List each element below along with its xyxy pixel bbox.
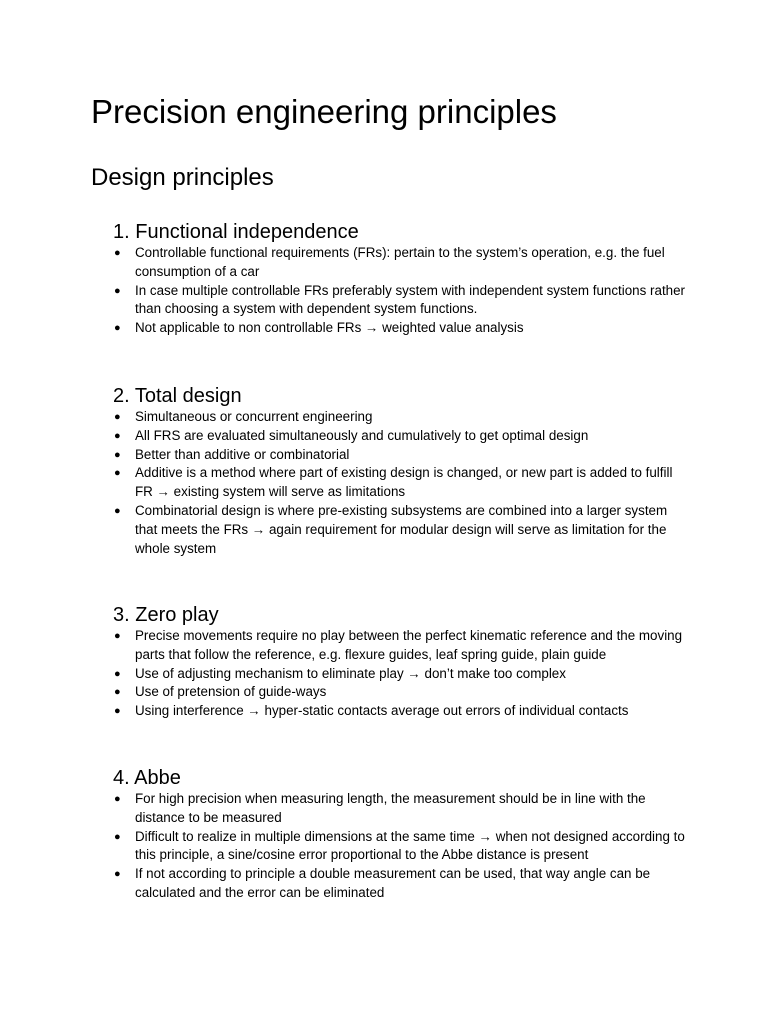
- bullet-icon: ●: [114, 411, 121, 423]
- bullet-icon: ●: [114, 448, 121, 461]
- bullet-icon: ●: [114, 322, 121, 335]
- bullet-icon: ●: [114, 504, 121, 517]
- bullet-icon: ●: [114, 247, 121, 259]
- list-item-text: For high precision when measuring length, the measurement should be in line with the distance to be measured: [135, 791, 646, 825]
- bullet-icon: ●: [114, 868, 121, 881]
- list-item-text: All FRS are evaluated simultaneously and cumulatively to get optimal design: [135, 427, 589, 443]
- section-abbe: [113, 766, 693, 903]
- list-item: [113, 319, 693, 338]
- bullet-list: [113, 408, 693, 558]
- list-item-text: Using interference → hyper-static contacts average out errors of individual contacts: [135, 703, 629, 719]
- list-item-text: Controllable functional requirements (FRs): pertain to the system’s operation, e.g. the fuel consumption of a car: [135, 245, 665, 279]
- list-item: [113, 865, 693, 903]
- section-total-design: [113, 384, 693, 558]
- bullet-icon: ●: [114, 793, 121, 805]
- bullet-icon: ●: [114, 630, 121, 642]
- list-item-text: Precise movements require no play between the perfect kinematic reference and the moving parts that follow the reference, e.g. flexure guides, leaf spring guide, plain guide: [135, 628, 683, 662]
- list-item-text: Combinatorial design is where pre-existing subsystems are combined into a larger system that meets the FRs → again requirement for modular design will serve as limitation for the whole system: [135, 502, 668, 556]
- list-item-text: In case multiple controllable FRs preferably system with independent system functions rather than choosing a system with dependent system functions.: [135, 282, 686, 317]
- list-item: [113, 282, 693, 320]
- list-item: [113, 665, 693, 684]
- section-heading: 3. Zero play: [113, 604, 219, 626]
- list-item: [113, 446, 693, 465]
- bullet-icon: ●: [114, 284, 121, 297]
- list-item: [113, 627, 693, 665]
- list-item-text: Simultaneous or concurrent engineering: [135, 409, 373, 424]
- list-item: [113, 427, 693, 446]
- list-item-text: If not according to principle a double measurement can be used, that way angle can be calculated and the error can be eliminated: [135, 866, 651, 900]
- bullet-icon: ●: [114, 686, 121, 699]
- list-item: [113, 502, 693, 558]
- list-item-text: Not applicable to non controllable FRs → weighted value analysis: [135, 320, 524, 336]
- section-zero-play: [113, 603, 693, 721]
- section-functional-independence: [113, 220, 693, 338]
- list-item: [113, 683, 693, 702]
- document-title: Precision engineering principles: [91, 93, 557, 130]
- section-heading: 4. Abbe: [113, 767, 181, 789]
- list-item: [113, 464, 693, 502]
- list-item: [113, 244, 693, 282]
- list-item: [113, 408, 693, 427]
- list-item: [113, 790, 693, 828]
- bullet-icon: ●: [114, 667, 121, 680]
- bullet-list: [113, 790, 693, 903]
- bullet-icon: ●: [114, 467, 121, 480]
- list-item-text: Use of pretension of guide-ways: [135, 684, 327, 700]
- list-item: [113, 828, 693, 866]
- bullet-icon: ●: [114, 830, 121, 843]
- document-subtitle: Design principles: [91, 164, 274, 191]
- bullet-icon: ●: [114, 705, 121, 718]
- list-item-text: Use of adjusting mechanism to eliminate play → don’t make too complex: [135, 665, 566, 681]
- section-heading: 2. Total design: [113, 385, 242, 407]
- list-item-text: Better than additive or combinatorial: [135, 446, 350, 462]
- bullet-list: [113, 244, 693, 338]
- list-item-text: Additive is a method where part of existing design is changed, or new part is added to fulfill FR → existing system will serve as limitations: [135, 465, 673, 500]
- list-item-text: Difficult to realize in multiple dimensions at the same time → when not designed according to this principle, a sine/cosine error proportional to the Abbe distance is present: [135, 828, 685, 863]
- bullet-icon: ●: [114, 429, 121, 442]
- list-item: [113, 702, 693, 721]
- section-heading: 1. Functional independence: [113, 221, 359, 243]
- bullet-list: [113, 627, 693, 721]
